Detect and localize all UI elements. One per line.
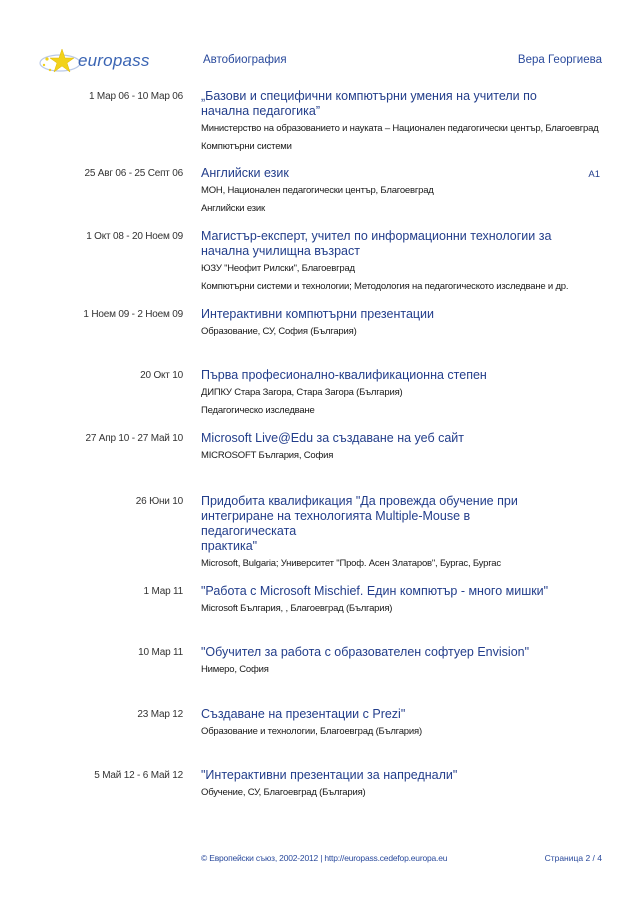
entry-title-line: Английски език: [201, 166, 289, 180]
entry-date: 1 Мар 06 - 10 Мар 06: [88, 91, 183, 102]
entry-title: [201, 166, 561, 181]
entry-organisation: Образование и технологии, Благоевград (България): [201, 726, 422, 737]
footer-page-number: Страница 2 / 4: [544, 853, 602, 863]
entry-subject: Компютърни системи и технологии; Методология на педагогическото изследване и др.: [201, 281, 569, 292]
entry-date: 1 Ноем 09 - 2 Ноем 09: [83, 309, 183, 320]
entry-date: 27 Апр 10 - 27 Май 10: [85, 433, 183, 444]
language-level: A1: [588, 169, 600, 180]
entry-title-line: Създаване на презентации с Prezi": [201, 707, 406, 721]
entry-title: [201, 431, 561, 446]
entry-date: 25 Авг 06 - 25 Септ 06: [84, 168, 183, 179]
footer-copyright: © Европейски съюз, 2002-2012 | http://europass.cedefop.europa.eu: [201, 853, 448, 863]
entry-title: [201, 368, 561, 383]
entry-title: [201, 494, 561, 554]
entry-organisation: Образование, СУ, София (България): [201, 326, 357, 337]
entry-date: 10 Мар 11: [138, 647, 183, 658]
entry-title-line: интегриране на технологията Multiple-Mouse в педагогическата: [201, 509, 471, 538]
entry-title: [201, 229, 561, 259]
entry-date: 5 Май 12 - 6 Май 12: [94, 770, 183, 781]
entry-title-line: "Обучител за работа с образователен софтуер Envision": [201, 645, 530, 659]
entry-title-line: начална педагогика”: [201, 104, 320, 118]
entry-title-line: Първа професионално-квалификационна степен: [201, 368, 487, 382]
entry-title-line: начална училищна възраст: [201, 244, 360, 258]
entry-organisation: Нимеро, София: [201, 664, 269, 675]
entry-organisation: ЮЗУ "Неофит Рилски", Благоевград: [201, 263, 355, 274]
entry-subject: Английски език: [201, 203, 265, 214]
entry-organisation: Министерство на образованието и науката – Национален педагогически център, Благоевград: [201, 123, 599, 134]
logo-text: europass: [78, 51, 150, 70]
entry-organisation: Microsoft, Bulgaria; Университет "Проф. Асен Златаров", Бургас, Бургас: [201, 558, 501, 569]
entry-title: [201, 307, 561, 322]
entry-date: 26 Юни 10: [135, 496, 183, 507]
entry-title-line: Придобита квалификация "Да провежда обучение при: [201, 494, 518, 508]
entry-title-line: "Работа с Microsoft Mischief. Един компютър - много мишки": [201, 584, 549, 598]
entry-title: [201, 768, 561, 783]
entry-organisation: МОН, Национален педагогически център, Благоевград: [201, 185, 434, 196]
entry-date: 20 Окт 10: [140, 370, 183, 381]
entry-title-line: "Интерактивни презентации за напреднали": [201, 768, 458, 782]
entry-organisation: ДИПКУ Стара Загора, Стара Загора (България): [201, 387, 403, 398]
entry-title: [201, 89, 561, 119]
entry-title: [201, 707, 561, 722]
entry-title: [201, 645, 561, 660]
entry-date: 1 Окт 08 - 20 Ноем 09: [86, 231, 183, 242]
entry-date: 23 Мар 12: [137, 709, 183, 720]
europass-logo: [38, 45, 148, 75]
entry-subject: Компютърни системи: [201, 141, 292, 152]
entry-date: 1 Мар 11: [143, 586, 183, 597]
entry-organisation: MICROSOFT България, София: [201, 450, 334, 461]
entry-organisation: Обучение, СУ, Благоевград (България): [201, 787, 366, 798]
entry-organisation: Microsoft България, , Благоевград (България): [201, 603, 393, 614]
person-name: Вера Георгиева: [517, 54, 602, 66]
entry-title-line: Интерактивни компютърни презентации: [201, 307, 435, 321]
entry-title-line: Магистър-експерт, учител по информационни технологии за: [201, 229, 552, 243]
entry-title-line: „Базови и специфични компютърни умения на учители по: [201, 89, 537, 103]
entry-title: [201, 584, 561, 599]
entry-title-line: практика": [201, 539, 258, 553]
document-title: Автобиография: [203, 54, 287, 66]
entry-title-line: Microsoft Live@Edu за създаване на уеб сайт: [201, 431, 465, 445]
entry-subject: Педагогическо изследване: [201, 405, 315, 416]
